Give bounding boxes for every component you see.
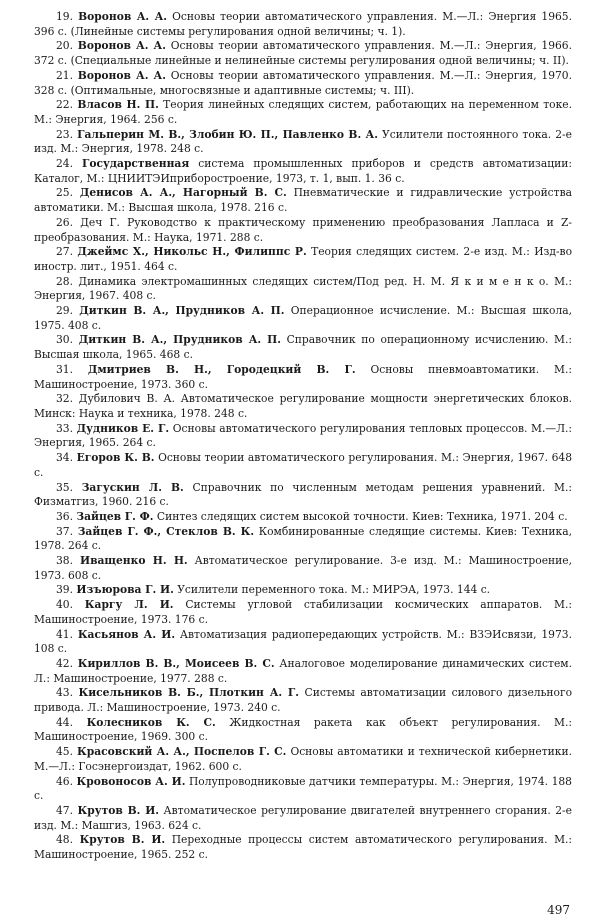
reference-text: Автоматизация радиопередающих устройств. М.: ВЗЭИсвязи, 1973. 108 с. <box>34 627 572 656</box>
reference-number: 45. <box>56 745 73 759</box>
reference-author: Государственная <box>82 157 190 171</box>
reference-author: Зайцев Г. Ф., Стеклов В. К. <box>77 524 255 538</box>
reference-text: Автоматическое регулирование двигателей внутреннего сгорания. 2-е изд. М.: Машгиз, 1963. 624 с. <box>34 803 572 832</box>
reference-entry <box>34 363 572 392</box>
reference-text: Полупроводниковые датчики температуры. М.: Энергия, 1974. 188 с. <box>34 774 572 803</box>
reference-number: 38. <box>56 554 73 568</box>
reference-entry <box>34 451 572 480</box>
reference-author: Диткин В. А., Прудников А. П. <box>79 304 285 318</box>
reference-text: Системы угловой стабилизации космических аппаратов. М.: Машиностроение, 1973. 176 с. <box>34 598 572 626</box>
reference-number: 31. <box>56 362 73 376</box>
reference-entry <box>34 333 572 362</box>
reference-number: 44. <box>56 715 73 729</box>
reference-entry <box>34 833 572 862</box>
reference-author: Гальперин М. В., Злобин Ю. П., Павленко В. А. <box>77 127 378 141</box>
reference-entry <box>34 510 572 525</box>
reference-author: Кровоносов А. И. <box>76 774 186 788</box>
reference-text: Основы теории автоматического управления. М.—Л.: Энергия 1965. 396 с. (Линейные системы регулирования одной величины; ч. 1). <box>34 10 572 38</box>
reference-entry <box>34 525 572 554</box>
reference-number: 30. <box>56 333 73 347</box>
reference-text: Аналоговое моделирование динамических систем. Л.: Машиностроение, 1977. 288 с. <box>34 656 572 685</box>
reference-number: 26. <box>56 215 73 229</box>
reference-entry <box>34 245 572 274</box>
reference-text: Операционное исчисление. М.: Высшая школа, 1975. 408 с. <box>34 304 572 332</box>
reference-author: Загускин Л. В. <box>81 480 184 494</box>
reference-number: 42. <box>56 656 73 670</box>
reference-entry <box>34 481 572 510</box>
reference-text: Системы автоматизации силового дизельного привода. Л.: Машиностроение, 1973. 240 с. <box>34 686 573 715</box>
reference-number: 22. <box>56 98 73 112</box>
reference-number: 36. <box>56 509 73 523</box>
reference-text: Основы автоматики и технической кибернетики. М.—Л.: Госэнергоиздат, 1962. 600 с. <box>34 745 572 773</box>
reference-number: 23. <box>56 127 73 141</box>
reference-author: Крутов В. И. <box>77 803 160 817</box>
reference-number: 19. <box>56 10 73 23</box>
reference-text: Справочник по операционному исчислению. М.: Высшая школа, 1965. 468 с. <box>34 333 572 362</box>
reference-entry <box>34 98 572 127</box>
reference-entry <box>34 583 572 598</box>
reference-number: 35. <box>56 480 73 494</box>
reference-author: Кириллов В. В., Моисеев В. С. <box>77 656 275 670</box>
reference-entry <box>34 657 572 686</box>
reference-text: Дубилович В. А. Автоматическое регулирование мощности энергетических блоков. Минск: Наука и техника, 1978. 248 с. <box>34 392 572 420</box>
reference-number: 41. <box>56 627 73 641</box>
reference-number: 29. <box>56 304 73 318</box>
reference-entry <box>34 128 572 157</box>
reference-text: Основы теории автоматического управления. М.—Л.: Энергия, 1970. 328 с. (Оптимальные, многосвязные и адаптивные системы; ч. III). <box>34 68 572 97</box>
reference-text: Переходные процессы систем автоматического регулирования. М.: Машиностроение, 1965. 252 с. <box>34 833 573 862</box>
reference-author: Егоров К. В. <box>76 451 155 465</box>
reference-text: Усилители переменного тока. М.: МИРЭА, 1973. 144 с. <box>177 583 491 597</box>
reference-author: Диткин В. А., Прудников А. П. <box>78 333 281 347</box>
reference-text: система промышленных приборов и средств автоматизации: Каталог, М.: ЦНИИТЭИприборостроение, 1973, т. 1, вып. 1. 36 с. <box>34 157 572 185</box>
reference-number: 33. <box>56 421 73 435</box>
reference-number: 40. <box>56 598 73 612</box>
reference-author: Дудников Е. Г. <box>76 421 170 435</box>
reference-number: 25. <box>56 186 73 200</box>
reference-text: Синтез следящих систем высокой точности. Киев: Техника, 1971. 204 с. <box>156 509 568 523</box>
reference-number: 20. <box>56 39 73 53</box>
reference-text: Основы автоматического регулирования тепловых процессов. М.—Л.: Энергия, 1965. 264 с. <box>34 421 573 450</box>
reference-author: Власов Н. П. <box>77 98 159 112</box>
reference-number: 37. <box>56 524 73 538</box>
reference-number: 28. <box>56 274 73 288</box>
reference-number: 34. <box>56 451 73 465</box>
reference-entry <box>34 554 572 583</box>
page-number: 497 <box>547 903 570 917</box>
reference-author: Крутов В. И. <box>79 833 166 847</box>
reference-author: Кисельников В. Б., Плоткин А. Г. <box>78 686 300 700</box>
reference-author: Воронов А. А. <box>77 68 166 82</box>
reference-entry <box>34 686 572 715</box>
reference-entry <box>34 598 572 627</box>
reference-entry <box>34 775 572 804</box>
reference-number: 46. <box>56 774 73 788</box>
reference-text: Основы пневмоавтоматики. М.: Машиностроение, 1973. 360 с. <box>34 362 572 391</box>
reference-author: Красовский А. А., Поспелов Г. С. <box>77 745 287 759</box>
reference-author: Воронов А. А. <box>78 10 167 23</box>
reference-entry <box>34 304 572 333</box>
reference-text: Теория следящих систем. 2-е изд. М.: Изд-во иностр. лит., 1951. 464 с. <box>34 245 573 273</box>
reference-author: Зайцев Г. Ф. <box>76 509 154 523</box>
reference-author: Колесников К. С. <box>86 715 216 729</box>
reference-entry <box>34 716 572 745</box>
reference-number: 21. <box>56 68 73 82</box>
reference-number: 27. <box>56 245 73 259</box>
reference-text: Деч Г. Руководство к практическому применению преобразования Лапласа и Z-преобразования. М.: Наука, 1971. 288 с. <box>34 215 572 244</box>
reference-author: Каргу Л. И. <box>84 598 174 612</box>
reference-number: 48. <box>56 833 73 847</box>
reference-author: Касьянов А. И. <box>77 627 176 641</box>
reference-number: 43. <box>56 686 73 700</box>
reference-entry <box>34 157 572 186</box>
reference-number: 32. <box>56 392 73 406</box>
reference-author: Воронов А. А. <box>77 39 166 53</box>
reference-entry <box>34 392 572 421</box>
reference-text: Динамика электромашинных следящих систем/Под ред. Н. М. Я к и м е н к о. М.: Энергия, 1967. 408 с. <box>34 274 573 303</box>
reference-entry <box>34 275 572 304</box>
reference-text: Основы теории автоматического управления. М.—Л.: Энергия, 1966. 372 с. (Специальные линейные и нелинейные системы регулирования одной величины; ч. II). <box>34 39 572 68</box>
reference-text: Пневматические и гидравлические устройства автоматики. М.: Высшая школа, 1978. 216 с. <box>34 186 572 215</box>
reference-author: Денисов А. А., Нагорный В. С. <box>79 186 287 200</box>
reference-author: Изъюрова Г. И. <box>76 583 174 597</box>
reference-list <box>34 10 572 863</box>
reference-entry <box>34 745 572 774</box>
reference-text: Основы теории автоматического регулирования. М.: Энергия, 1967. 648 с. <box>34 451 572 479</box>
reference-text: Автоматическое регулирование. 3-е изд. М.: Машиностроение, 1973. 608 с. <box>34 554 573 582</box>
reference-entry <box>34 39 572 68</box>
reference-text: Теория линейных следящих систем, работающих на переменном токе. М.: Энергия, 1964. 256 с. <box>34 98 572 126</box>
reference-author: Иващенко Н. Н. <box>79 554 188 568</box>
reference-entry <box>34 186 572 215</box>
reference-entry <box>34 69 572 98</box>
reference-text: Комбинированные следящие системы. Киев: Техника, 1978. 264 с. <box>34 524 573 553</box>
reference-author: Дмитриев В. Н., Городецкий В. Г. <box>87 362 356 376</box>
reference-entry <box>34 422 572 451</box>
reference-text: Жидкостная ракета как объект регулирования. М.: Машиностроение, 1969. 300 с. <box>34 715 572 744</box>
reference-entry <box>34 804 572 833</box>
reference-text: Справочник по численным методам решения уравнений. М.: Физматгиз, 1960. 216 с. <box>34 480 572 509</box>
reference-author: Джеймс Х., Никольс Н., Филиппс Р. <box>77 245 307 259</box>
reference-number: 47. <box>56 803 73 817</box>
reference-entry <box>34 10 572 39</box>
reference-entry <box>34 216 572 245</box>
reference-text: Усилители постоянного тока. 2-е изд. М.: Энергия, 1978. 248 с. <box>34 127 572 156</box>
reference-number: 39. <box>56 583 73 597</box>
reference-entry <box>34 628 572 657</box>
reference-number: 24. <box>56 157 73 171</box>
